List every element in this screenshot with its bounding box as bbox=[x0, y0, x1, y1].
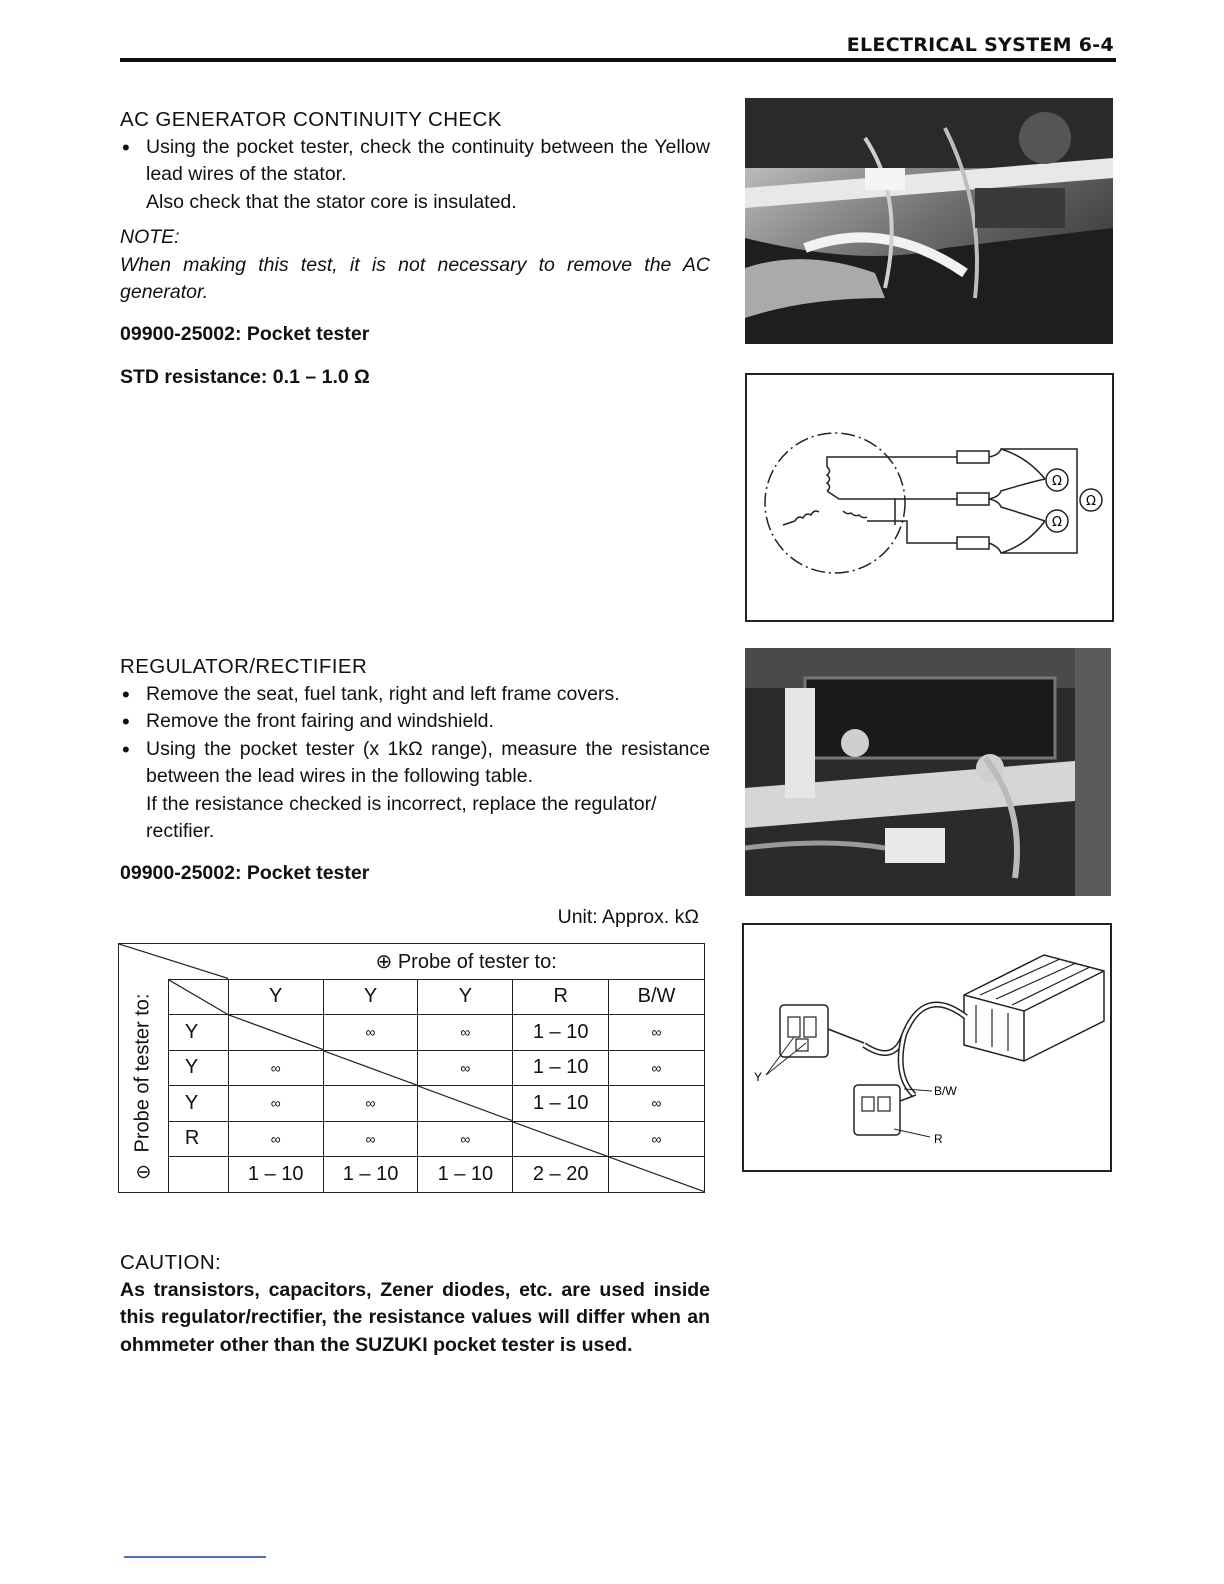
column-header: B/W bbox=[609, 979, 705, 1015]
ohm-meter-3: Ω bbox=[1086, 494, 1096, 509]
table-row bbox=[119, 1015, 705, 1051]
regulator-bullets bbox=[120, 681, 710, 846]
ac-generator-title: AC GENERATOR CONTINUITY CHECK bbox=[120, 108, 502, 131]
table-cell: ∞ bbox=[609, 1015, 705, 1051]
table-cell: ∞ bbox=[418, 1015, 513, 1051]
regulator-bullet-3-extra: If the resistance checked is incorrect, replace the regulator/ rectifier. bbox=[146, 792, 657, 842]
table-cell: ∞ bbox=[418, 1121, 513, 1157]
ac-generator-section bbox=[120, 106, 710, 392]
list-item bbox=[120, 681, 710, 709]
regulator-section bbox=[120, 653, 710, 887]
table-cell: ∞ bbox=[323, 1086, 418, 1122]
ac-tool: 09900-25002: Pocket tester bbox=[120, 322, 370, 345]
stator-wiring-photo bbox=[745, 98, 1113, 344]
table-cell: ∞ bbox=[228, 1086, 323, 1122]
minus-probe-header bbox=[119, 979, 169, 1192]
diagonal-cell bbox=[418, 1086, 513, 1122]
plus-probe-header: ⊕ Probe of tester to: bbox=[228, 944, 704, 980]
diagonal-cell bbox=[323, 1050, 418, 1086]
caution-label: CAUTION: bbox=[120, 1251, 222, 1274]
row-label: Y bbox=[168, 1015, 228, 1051]
row-label: Y bbox=[168, 1086, 228, 1122]
regulator-tool: 09900-25002: Pocket tester bbox=[120, 861, 370, 884]
regulator-bullet-3: • Using the pocket tester (x 1kΩ range), measure the resistance between the lead wires in the following table. bbox=[146, 737, 710, 787]
footer-rule bbox=[124, 1556, 266, 1558]
column-header: Y bbox=[228, 979, 323, 1015]
column-header: Y bbox=[323, 979, 418, 1015]
regulator-title: REGULATOR/RECTIFIER bbox=[120, 655, 368, 678]
table-row bbox=[119, 1050, 705, 1086]
label-y: Y bbox=[754, 1070, 763, 1084]
diagonal-cell bbox=[609, 1157, 705, 1193]
minus-symbol: ⊖ bbox=[135, 1161, 152, 1183]
table-cell: ∞ bbox=[609, 1050, 705, 1086]
page-header-title: ELECTRICAL SYSTEM 6-4 bbox=[846, 34, 1114, 56]
resistance-table bbox=[118, 943, 705, 1193]
table-cell: ∞ bbox=[609, 1086, 705, 1122]
unit-label: Unit: Approx. kΩ bbox=[557, 906, 699, 928]
table-cell: 2 – 20 bbox=[513, 1157, 609, 1193]
regulator-bullet-1: • Remove the seat, fuel tank, right and left frame covers. bbox=[146, 682, 620, 705]
diagonal-cell bbox=[228, 1015, 323, 1051]
table-cell: 1 – 10 bbox=[513, 1050, 609, 1086]
ohm-meter-1: Ω bbox=[1052, 474, 1062, 489]
ohm-meter-2: Ω bbox=[1052, 515, 1062, 530]
table-cell: ∞ bbox=[418, 1050, 513, 1086]
table-cell: 1 – 10 bbox=[513, 1015, 609, 1051]
stator-circuit-diagram bbox=[745, 373, 1114, 622]
table-cell: ∞ bbox=[323, 1121, 418, 1157]
row-label bbox=[168, 1157, 228, 1193]
list-item bbox=[120, 736, 710, 846]
std-resistance: STD resistance: 0.1 – 1.0 Ω bbox=[120, 366, 370, 388]
column-header: Y bbox=[418, 979, 513, 1015]
ac-bullet-line1: • Using the pocket tester, check the continuity between the Yellow lead wires of the stator. bbox=[146, 135, 710, 185]
row-label: Y bbox=[168, 1050, 228, 1086]
ac-bullet-line2: Also check that the stator core is insulated. bbox=[146, 190, 517, 213]
table-cell: ∞ bbox=[228, 1050, 323, 1086]
table-row bbox=[119, 1157, 705, 1193]
table-corner bbox=[119, 944, 229, 980]
caution-text: As transistors, capacitors, Zener diodes, etc. are used inside this regulator/rectifier, the resistance values will differ when an ohmmeter other than the SUZUKI pocket tester is used. bbox=[120, 1278, 710, 1356]
diagonal-cell bbox=[513, 1121, 609, 1157]
table-cell: 1 – 10 bbox=[228, 1157, 323, 1193]
table-cell: ∞ bbox=[228, 1121, 323, 1157]
label-r: R bbox=[934, 1132, 943, 1146]
table-row bbox=[119, 1086, 705, 1122]
regulator-location-photo bbox=[745, 648, 1111, 896]
ac-generator-bullets bbox=[120, 134, 710, 217]
list-item bbox=[120, 134, 710, 217]
table-cell: ∞ bbox=[323, 1015, 418, 1051]
header-diagonal-cell bbox=[168, 979, 228, 1015]
caution-section bbox=[120, 1249, 710, 1359]
label-bw: B/W bbox=[934, 1084, 957, 1098]
header-rule bbox=[120, 58, 1116, 62]
note-text: When making this test, it is not necessary to remove the AC generator. bbox=[120, 253, 710, 303]
table-cell: 1 – 10 bbox=[323, 1157, 418, 1193]
list-item bbox=[120, 708, 710, 736]
table-cell: ∞ bbox=[609, 1121, 705, 1157]
regulator-bullet-2: • Remove the front fairing and windshield. bbox=[146, 710, 494, 732]
table-row bbox=[119, 1121, 705, 1157]
table-cell: 1 – 10 bbox=[513, 1086, 609, 1122]
row-label: R bbox=[168, 1121, 228, 1157]
table-cell: 1 – 10 bbox=[418, 1157, 513, 1193]
note-label: NOTE: bbox=[120, 226, 180, 248]
minus-probe-label: Probe of tester to: bbox=[131, 993, 154, 1152]
column-header: R bbox=[513, 979, 609, 1015]
regulator-connector-diagram bbox=[742, 923, 1112, 1172]
